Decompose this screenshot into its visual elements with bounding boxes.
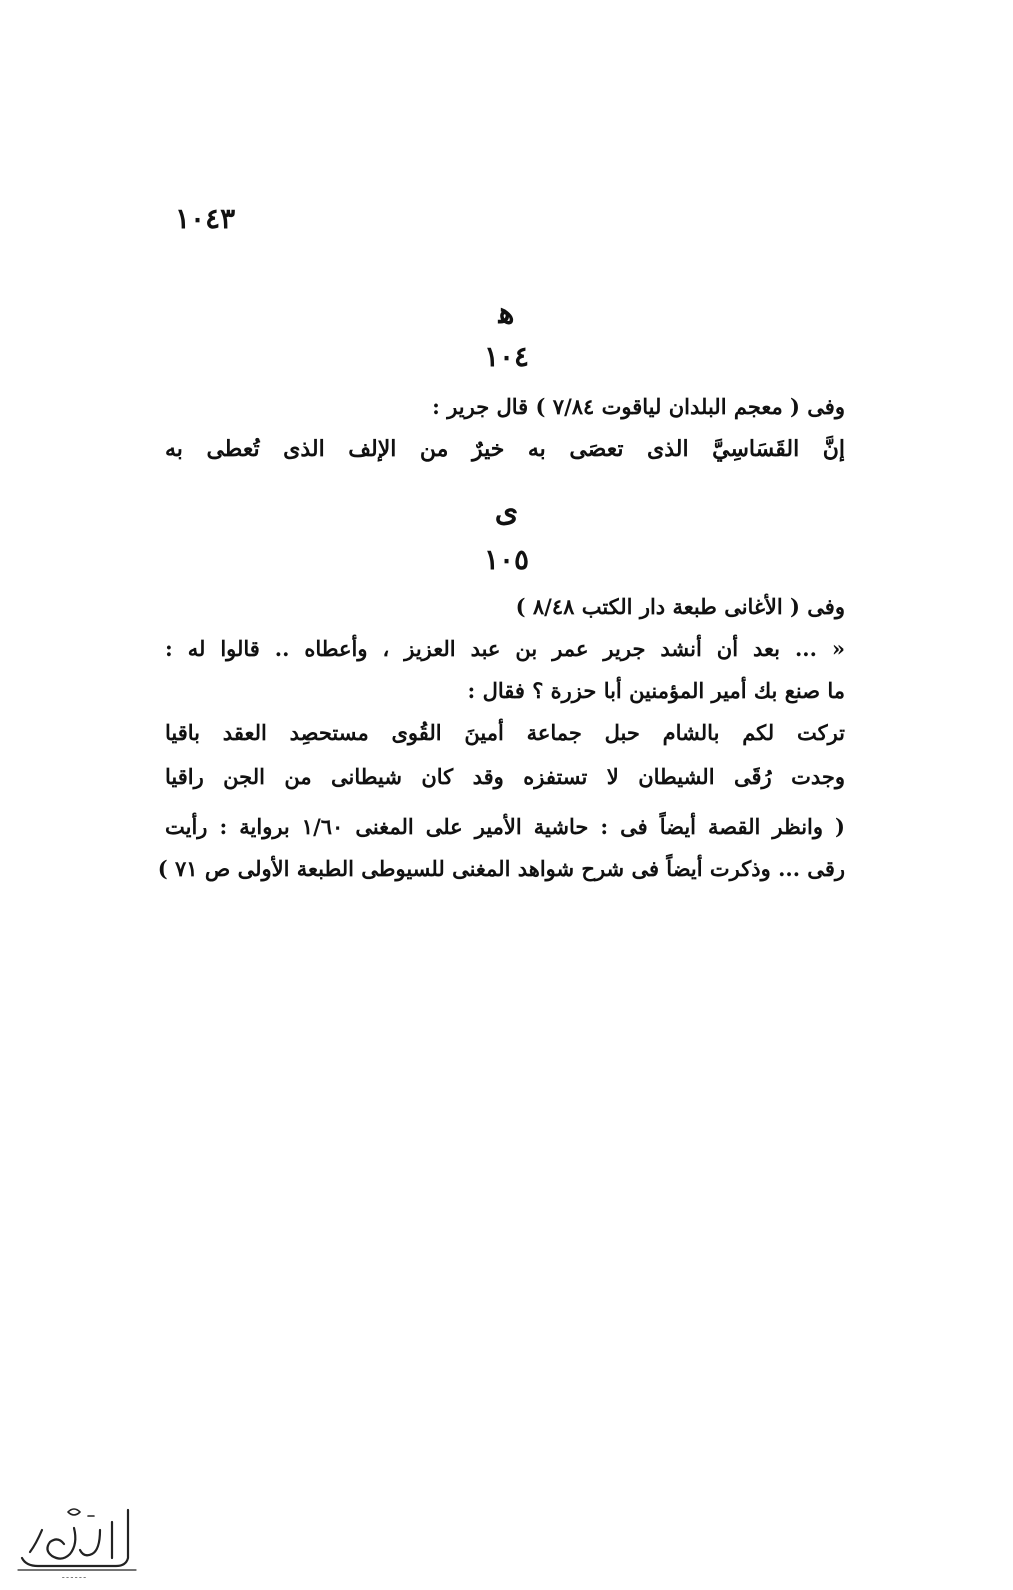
page-number: ١٠٤٣	[175, 202, 236, 235]
entry-105-number: ١٠٥	[483, 543, 530, 576]
entry-105-source: وفى ( الأغانى طبعة دار الكتب ٨/٤٨ )	[515, 594, 845, 619]
entry-105-text-line: « ... بعد أن أنشد جرير عمر بن عبد العزيز ، وأعطاه .. قالوا له :	[165, 636, 845, 661]
entry-104-source: وفى ( معجم البلدان لياقوت ٧/٨٤ ) قال جرير :	[432, 394, 845, 419]
entry-105-verse-line: وجدت رُقَى الشيطان لا تستفزه وقد كان شيطانى من الجن راقيا	[165, 764, 845, 789]
entry-105-note-line: ( وانظر القصة أيضاً فى : حاشية الأمير على المغنى ١/٦٠ برواية : رأيت	[165, 814, 845, 839]
entry-105-note-line: رقى ... وذكرت أيضاً فى شرح شواهد المغنى للسيوطى الطبعة الأولى ص ٧١ )	[157, 856, 845, 881]
entry-104-verse: إنَّ القَسَاسِيَّ الذى تعصَى به خيرٌ من الإلف الذى تُعطى به	[165, 436, 845, 462]
entry-104-letter: ﻫ	[498, 296, 515, 331]
entry-105-letter: ى	[494, 494, 519, 529]
stamp-caption: ـ ـ ـ ـ ـ ـ	[62, 1572, 86, 1580]
entry-104-number: ١٠٤	[483, 340, 530, 373]
calligraphy-stamp-logo	[8, 1500, 143, 1580]
entry-105-verse-line: تركت لكم بالشام حبل جماعة أمينَ القُوى مستحصِد العقد باقيا	[165, 720, 845, 745]
entry-105-text-line: ما صنع بك أمير المؤمنين أبا حزرة ؟ فقال :	[467, 678, 845, 703]
